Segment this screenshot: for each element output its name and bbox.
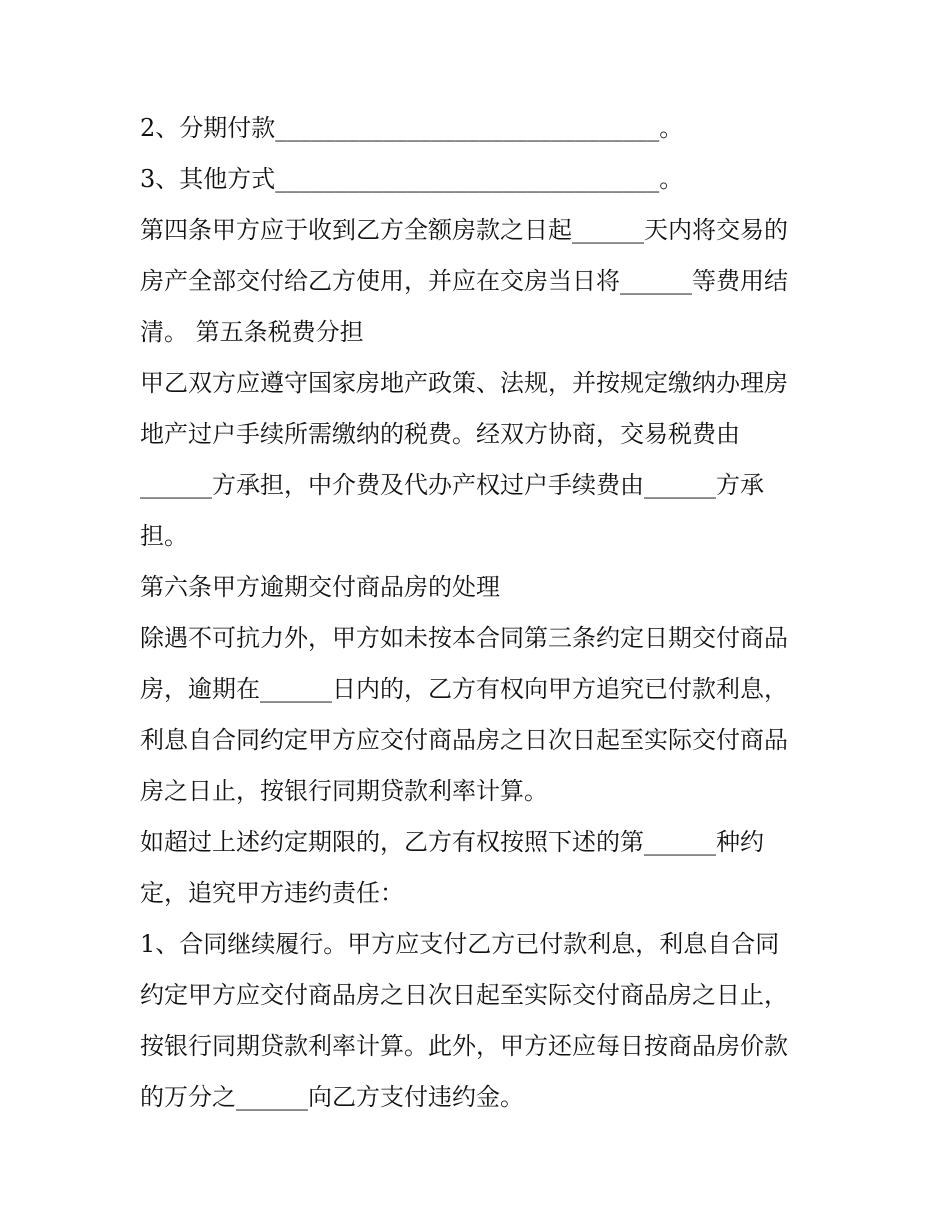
text-line: 房之日止，按银行同期贷款利率计算。 [140,777,548,805]
text-line: 担。 [140,522,188,550]
text-line: 利息自合同约定甲方应交付商品房之日次日起至实际交付商品 [140,726,788,754]
text-line: 清。 第五条税费分担 [140,318,364,346]
text-line: 的万分之______向乙方支付违约金。 [140,1083,524,1111]
text-line: ______方承担，中介费及代办产权过户手续费由______方承 [140,471,764,499]
text-line: 如超过上述约定期限的，乙方有权按照下述的第______种约 [140,828,764,856]
text-line: 地产过户手续所需缴纳的税费。经双方协商，交易税费由 [140,420,740,448]
text-line: 第六条甲方逾期交付商品房的处理 [140,573,500,601]
text-line: 房，逾期在______日内的，乙方有权向甲方追究已付款利息， [140,675,788,703]
text-line: 甲乙双方应遵守国家房地产政策、法规，并按规定缴纳办理房 [140,369,788,397]
text-line: 第四条甲方应于收到乙方全额房款之日起______天内将交易的 [140,216,788,244]
text-line: 定，追究甲方违约责任： [140,879,404,907]
text-line: 按银行同期贷款利率计算。此外，甲方还应每日按商品房价款 [140,1032,788,1060]
text-line: 1、合同继续履行。甲方应支付乙方已付款利息，利息自合同 [140,930,780,958]
text-line: 2、分期付款________________________________。 [140,114,684,142]
text-line: 房产全部交付给乙方使用，并应在交房当日将______等费用结 [140,267,788,295]
text-line: 约定甲方应交付商品房之日次日起至实际交付商品房之日止， [140,981,788,1009]
text-line: 除遇不可抗力外，甲方如未按本合同第三条约定日期交付商品 [140,624,788,652]
text-line: 3、其他方式________________________________。 [140,165,684,193]
contract-text [140,103,820,1123]
